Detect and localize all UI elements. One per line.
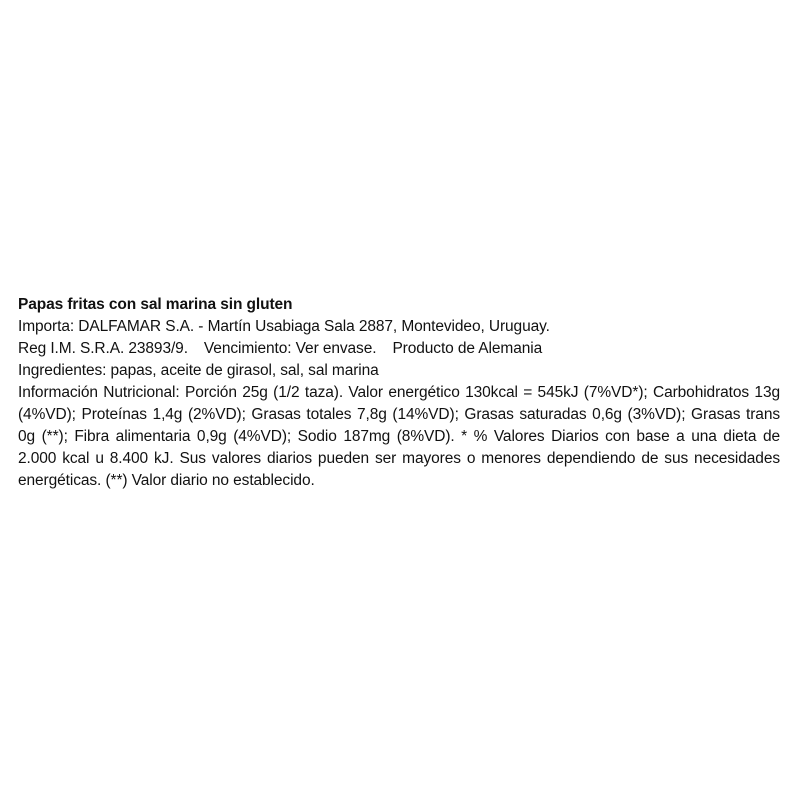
registration-line bbox=[18, 338, 780, 360]
origin-text: Producto de Alemania bbox=[392, 340, 543, 357]
ingredients-line: Ingredientes: papas, aceite de girasol, sal, sal marina bbox=[18, 362, 379, 379]
importer-line: Importa: DALFAMAR S.A. - Martín Usabiaga Sala 2887, Montevideo, Uruguay. bbox=[18, 318, 550, 335]
product-label-text bbox=[18, 294, 780, 492]
registration-number: Reg I.M. S.R.A. 23893/9. bbox=[18, 340, 188, 357]
expiry-text: Vencimiento: Ver envase. bbox=[203, 340, 377, 357]
product-title: Papas fritas con sal marina sin gluten bbox=[18, 296, 293, 313]
nutrition-info: Información Nutricional: Porción 25g (1/2 taza). Valor energético 130kcal = 545kJ (7%VD*); Carbohidratos 13g (4%VD); Proteínas 1,4g (2%VD); Grasas totales 7,8g (14%VD); Grasas saturadas 0,6g (3%VD); Grasas trans 0g (**); Fibra alimentaria 0,9g (4%VD); Sodio 187mg (8%VD). * % Valores Diarios con base a una dieta de 2.000 kcal u 8.400 kJ. Sus valores diarios pueden ser mayores o menores dependiendo de sus necesidades energéticas. (**) Valor diario no establecido. bbox=[18, 384, 780, 489]
